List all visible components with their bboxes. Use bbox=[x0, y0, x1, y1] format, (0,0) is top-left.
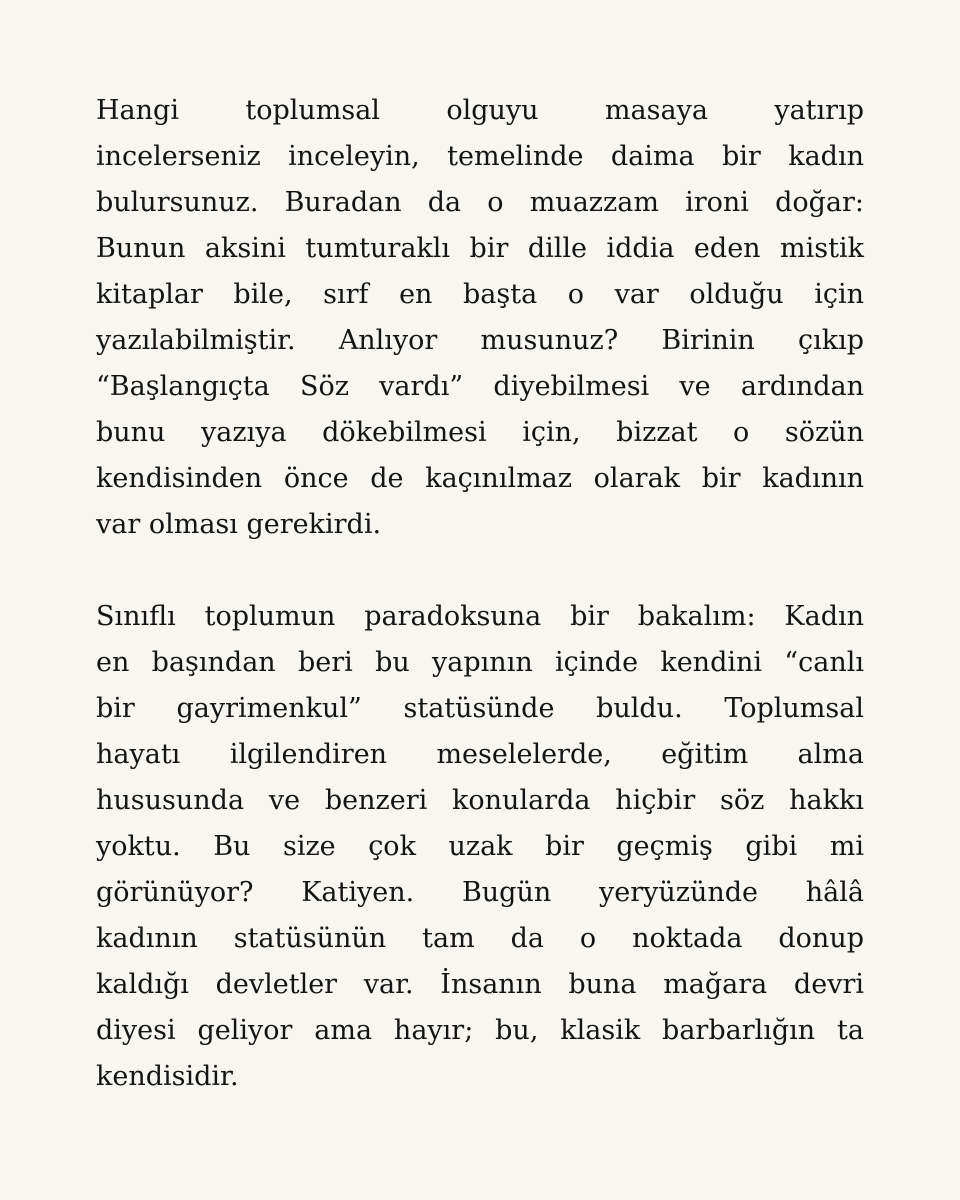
text-line: kitaplar bile, sırf en başta o var olduğu için bbox=[96, 279, 864, 310]
text-line: kaldığı devletler var. İnsanın buna mağara devri bbox=[96, 969, 864, 1000]
text-line: “Başlangıçta Söz vardı” diyebilmesi ve ardından bbox=[96, 371, 864, 402]
text-line: bunu yazıya dökebilmesi için, bizzat o sözün bbox=[96, 417, 864, 448]
text-line: kendisinden önce de kaçınılmaz olarak bir kadının bbox=[96, 463, 864, 494]
text-line: var olması gerekirdi. bbox=[96, 509, 382, 540]
paragraph-spacer bbox=[96, 548, 864, 594]
text-line: incelerseniz inceleyin, temelinde daima bir kadın bbox=[96, 141, 864, 172]
text-page bbox=[96, 88, 864, 1100]
paragraph-2 bbox=[96, 594, 864, 1100]
text-line: bir gayrimenkul” statüsünde buldu. Toplumsal bbox=[96, 693, 864, 724]
text-line: Bunun aksini tumturaklı bir dille iddia eden mistik bbox=[96, 233, 864, 264]
text-line: en başından beri bu yapının içinde kendini “canlı bbox=[96, 647, 864, 678]
text-line: kendisidir. bbox=[96, 1061, 239, 1092]
text-line: yoktu. Bu size çok uzak bir geçmiş gibi mi bbox=[96, 831, 864, 862]
paragraph-1 bbox=[96, 88, 864, 548]
text-line: Hangi toplumsal olguyu masaya yatırıp bbox=[96, 95, 864, 126]
text-line: kadının statüsünün tam da o noktada donup bbox=[96, 923, 864, 954]
text-line: bulursunuz. Buradan da o muazzam ironi doğar: bbox=[96, 187, 864, 218]
text-line: Sınıflı toplumun paradoksuna bir bakalım: Kadın bbox=[96, 601, 864, 632]
text-line: hususunda ve benzeri konularda hiçbir söz hakkı bbox=[96, 785, 864, 816]
text-line: hayatı ilgilendiren meselelerde, eğitim alma bbox=[96, 739, 864, 770]
text-line: görünüyor? Katiyen. Bugün yeryüzünde hâlâ bbox=[96, 877, 864, 908]
text-line: yazılabilmiştir. Anlıyor musunuz? Birinin çıkıp bbox=[96, 325, 864, 356]
text-line: diyesi geliyor ama hayır; bu, klasik barbarlığın ta bbox=[96, 1015, 864, 1046]
